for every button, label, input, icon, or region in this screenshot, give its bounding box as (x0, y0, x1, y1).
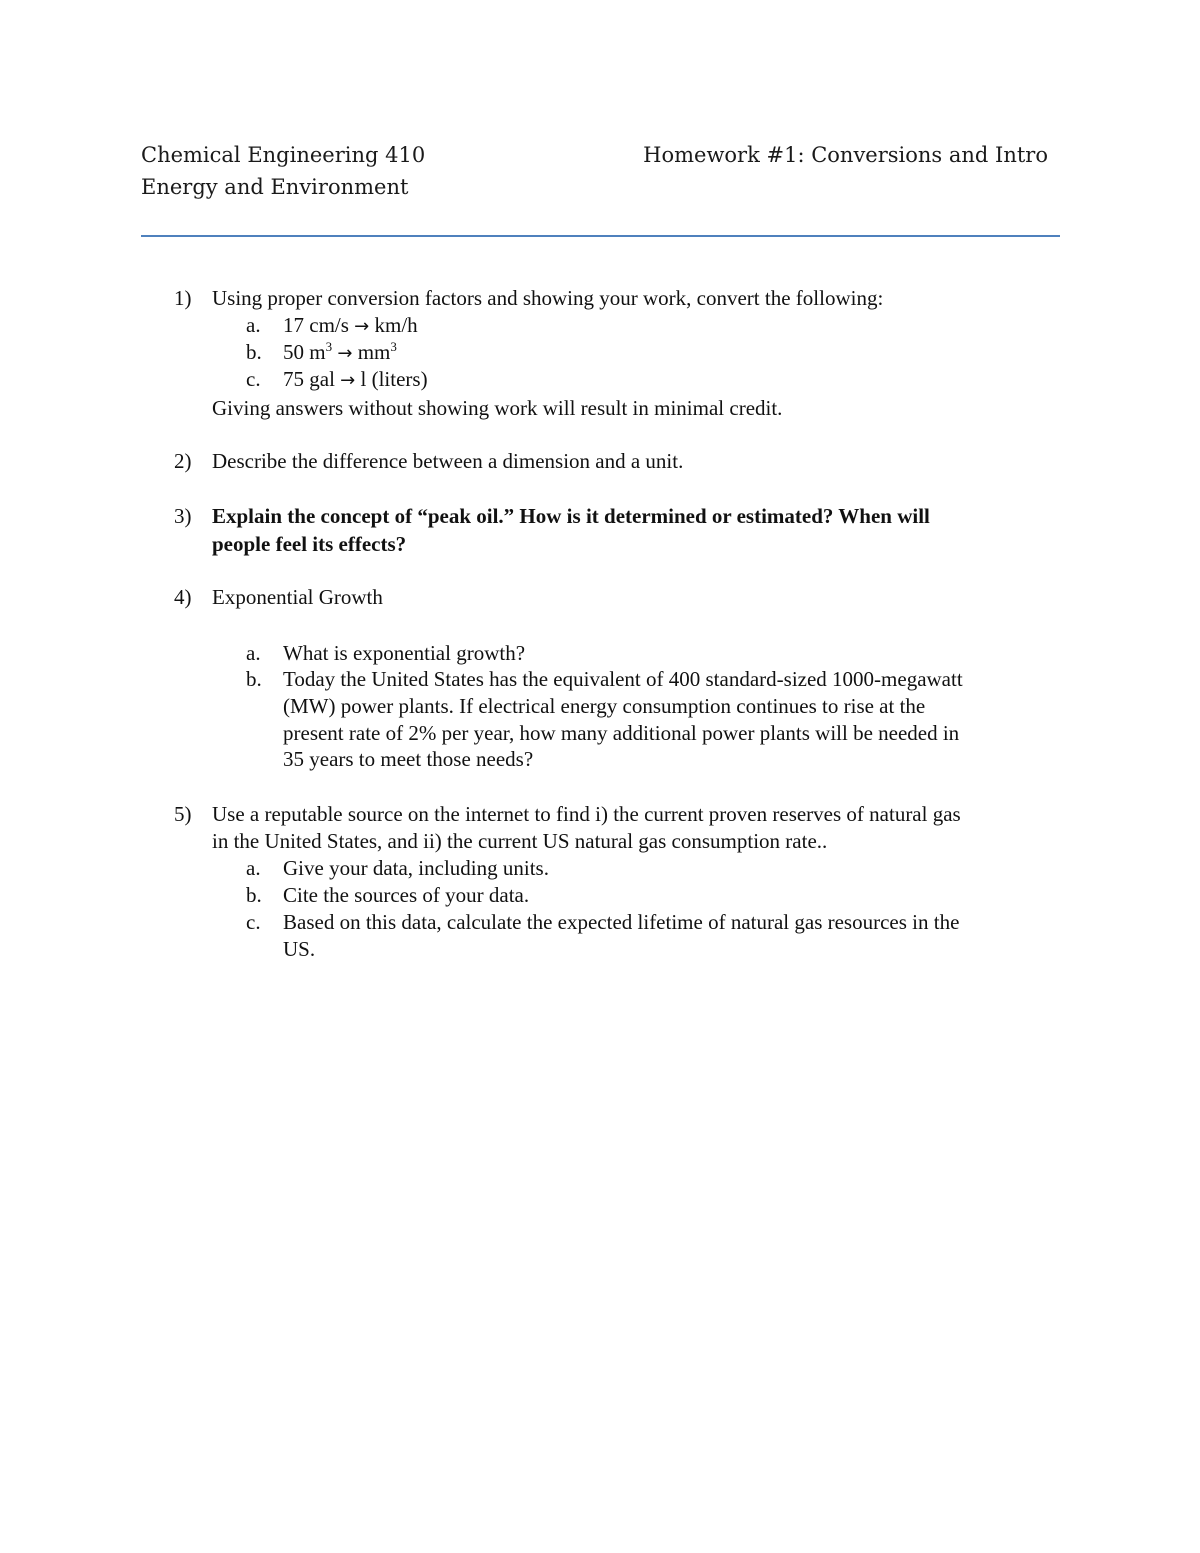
q5-item-c-label: c. (246, 910, 261, 934)
arrow-right-icon: → (340, 370, 356, 391)
q4-text: Exponential Growth (212, 585, 383, 609)
q1-item-b (283, 339, 397, 367)
q2-number: 2) (174, 449, 192, 473)
q4-item-a-label: a. (246, 641, 261, 665)
q5-item-c-line-2: US. (283, 937, 316, 961)
q1-item-c-target: l (liters) (360, 367, 428, 391)
q4-item-b-line-3: present rate of 2% per year, how many additional power plants will be needed in (283, 721, 960, 745)
q5-text-line-2: in the United States, and ii) the current US natural gas consumption rate.. (212, 829, 828, 853)
q4-item-b-label: b. (246, 667, 262, 691)
q1-item-b-target-exponent: 3 (390, 339, 397, 354)
header-divider (141, 235, 1060, 237)
arrow-right-icon: → (337, 343, 353, 364)
q1-item-a-label: a. (246, 313, 261, 337)
q3-number: 3) (174, 504, 192, 528)
assignment-title: Homework #1: Conversions and Intro (643, 143, 1048, 167)
q5-text-line-1: Use a reputable source on the internet to find i) the current proven reserves of natural gas (212, 802, 961, 826)
q1-note: Giving answers without showing work will result in minimal credit. (212, 396, 783, 420)
q1-item-b-target: mm (357, 340, 391, 364)
course-title: Chemical Engineering 410 (141, 143, 426, 167)
q1-item-b-label: b. (246, 340, 262, 364)
q1-item-b-value-exponent: 3 (325, 339, 333, 354)
q5-item-a-label: a. (246, 856, 261, 880)
q1-item-c-label: c. (246, 367, 261, 391)
q5-item-c-line-1: Based on this data, calculate the expected lifetime of natural gas resources in the (283, 910, 960, 934)
q1-text: Using proper conversion factors and showing your work, convert the following: (212, 286, 884, 310)
q4-number: 4) (174, 585, 192, 609)
q4-item-b-line-1: Today the United States has the equivalent of 400 standard-sized 1000-megawatt (283, 667, 963, 691)
q5-item-a-text: Give your data, including units. (283, 856, 549, 880)
q5-number: 5) (174, 802, 192, 826)
q1-item-a-target: km/h (374, 313, 418, 337)
q3-text-line-1: Explain the concept of “peak oil.” How is it determined or estimated? When will (212, 504, 930, 528)
q5-item-b-label: b. (246, 883, 262, 907)
q2-text: Describe the difference between a dimension and a unit. (212, 449, 684, 473)
q1-item-b-value: 50 m (283, 340, 326, 364)
q1-item-c-value: 75 gal (283, 367, 335, 391)
course-subtitle: Energy and Environment (141, 175, 409, 199)
q1-item-a-value: 17 cm/s (283, 313, 349, 337)
q1-item-c (283, 366, 428, 394)
q3-text-line-2: people feel its effects? (212, 532, 407, 556)
q1-number: 1) (174, 286, 192, 310)
arrow-right-icon: → (354, 316, 370, 337)
q4-item-b-line-2: (MW) power plants. If electrical energy consumption continues to rise at the (283, 694, 926, 718)
q5-item-b-text: Cite the sources of your data. (283, 883, 530, 907)
q4-item-a-text: What is exponential growth? (283, 641, 526, 665)
q1-item-a (283, 312, 418, 340)
q4-item-b-line-4: 35 years to meet those needs? (283, 747, 534, 771)
